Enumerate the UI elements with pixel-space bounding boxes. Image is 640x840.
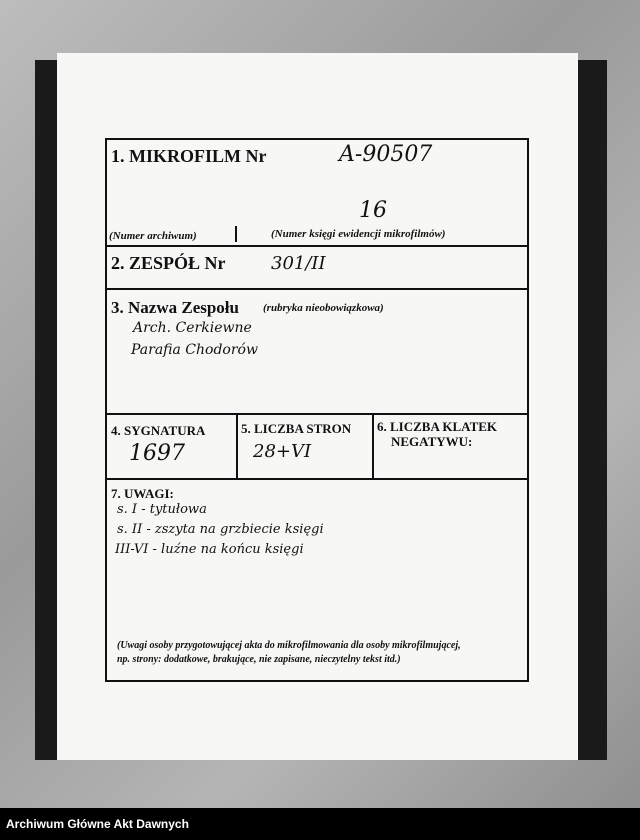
- signature-value: 1697: [129, 441, 185, 466]
- microfilm-label: 1. MIKROFILM Nr: [111, 146, 267, 166]
- archive-caption: Archiwum Główne Akt Dawnych: [6, 817, 189, 831]
- microfilm-number: A-90507: [339, 142, 433, 167]
- row-details: [107, 415, 527, 480]
- fonds-number: 301/II: [271, 253, 326, 274]
- archive-number-label: (Numer archiwum): [109, 230, 197, 242]
- divider: [236, 415, 238, 478]
- footer-bar: [0, 808, 640, 840]
- signature-label: 4. SYGNATURA: [111, 423, 206, 438]
- row-remarks: [107, 480, 527, 680]
- row-fonds-name: [107, 290, 527, 415]
- fonds-name-label: 3. Nazwa Zespołu: [111, 298, 239, 317]
- row-microfilm: [107, 140, 527, 247]
- footnote: np. strony: dodatkowe, brakujące, nie zapisane, nieczytelny tekst itd.): [117, 654, 401, 665]
- footnote: (Uwagi osoby przygotowującej akta do mikrofilmowania dla osoby mikrofilmującej,: [117, 640, 461, 651]
- frames-label: NEGATYWU:: [391, 434, 473, 449]
- pages-label: 5. LICZBA STRON: [241, 421, 352, 436]
- ledger-number: 16: [359, 198, 387, 223]
- remark-line: s. I - tytułowa: [117, 502, 207, 517]
- divider: [235, 226, 237, 242]
- remark-line: s. II - zszyta na grzbiecie księgi: [117, 522, 324, 537]
- fonds-name-line: Parafia Chodorów: [131, 342, 258, 358]
- fonds-name-line: Arch. Cerkiewne: [133, 320, 252, 336]
- fonds-name-note: (rubryka nieobowiązkowa): [263, 302, 384, 314]
- pages-value: 28+VI: [253, 441, 312, 462]
- remarks-label: 7. UWAGI:: [111, 486, 174, 501]
- fonds-label: 2. ZESPÓŁ Nr: [111, 253, 226, 273]
- row-fonds: [107, 247, 527, 290]
- frames-label: 6. LICZBA KLATEK: [377, 419, 498, 434]
- remark-line: III-VI - luźne na końcu księgi: [115, 542, 304, 557]
- microfilm-form: [105, 138, 529, 682]
- ledger-label: (Numer księgi ewidencji mikrofilmów): [271, 228, 446, 240]
- divider: [372, 415, 374, 478]
